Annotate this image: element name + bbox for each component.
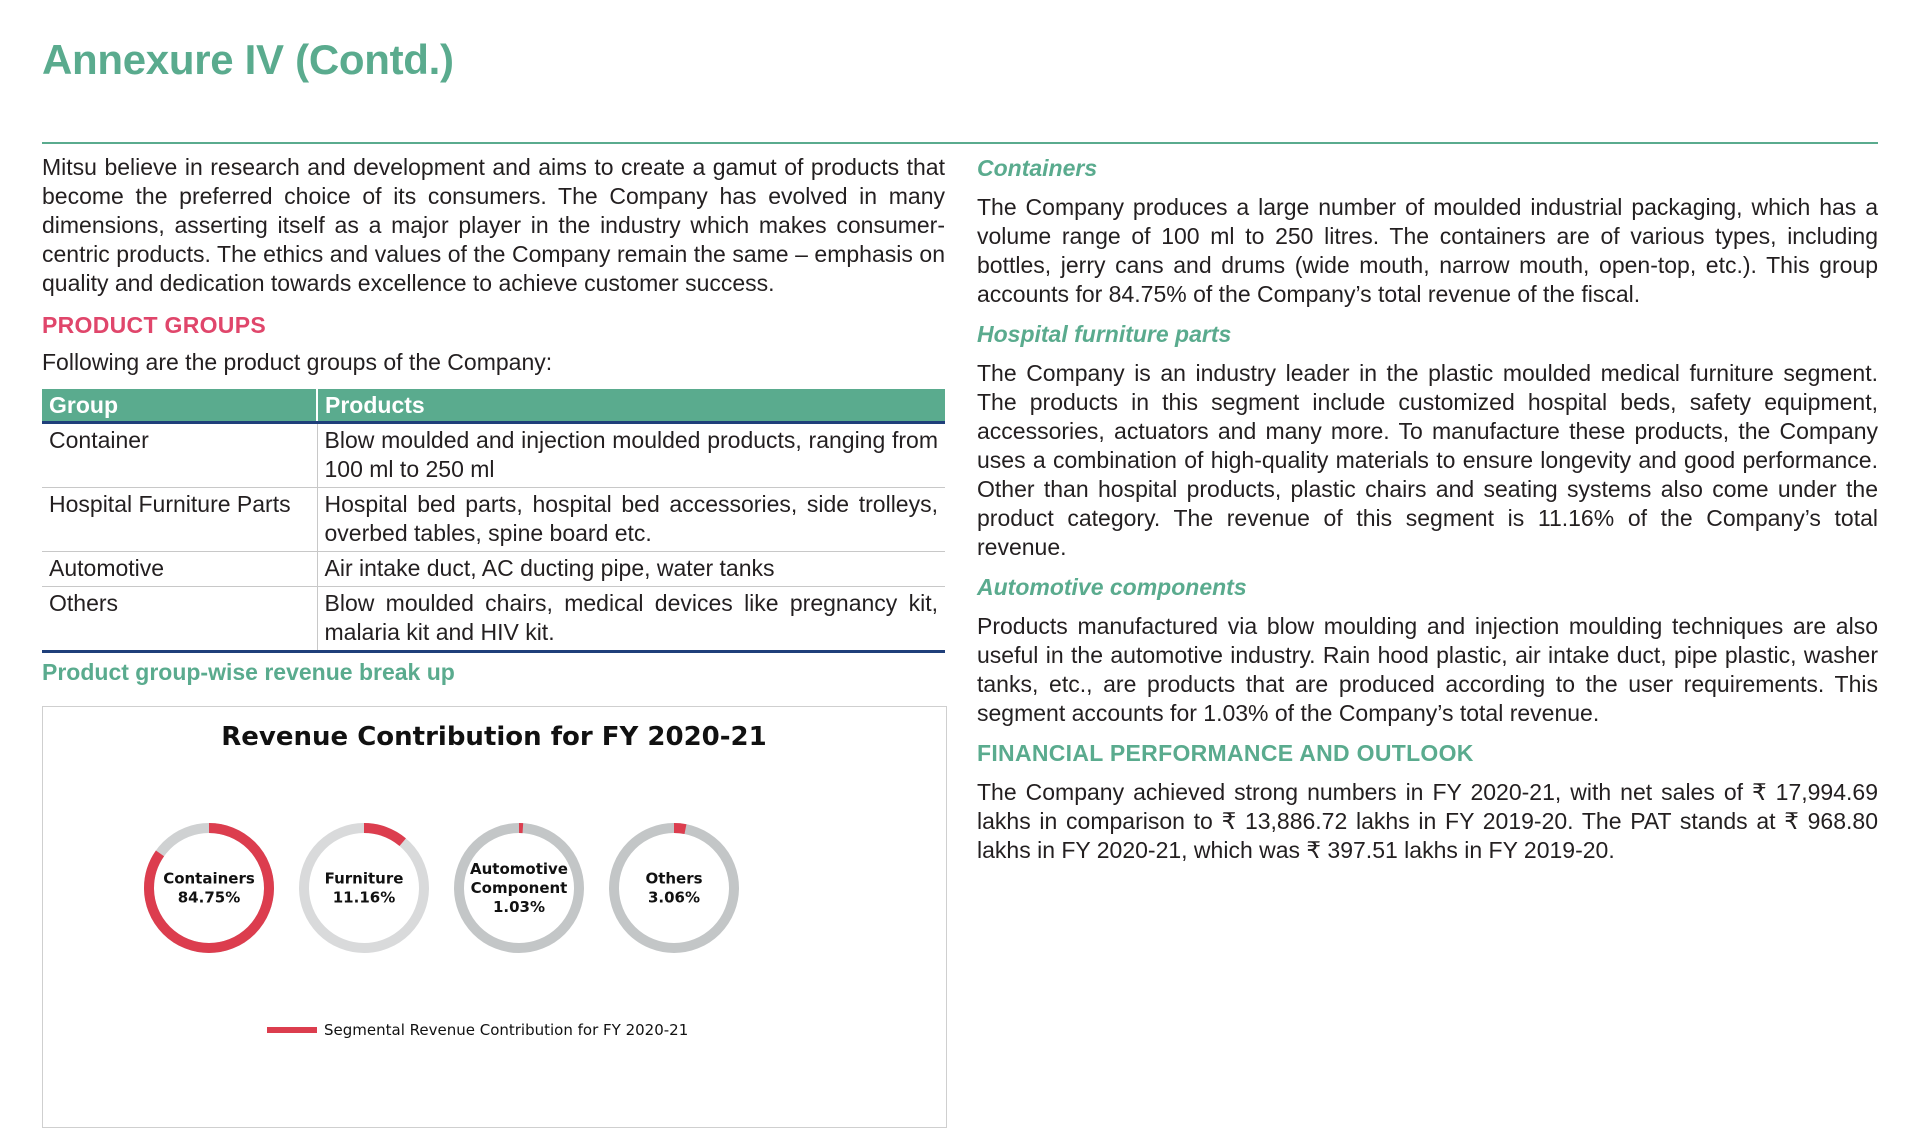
- product-groups-heading: PRODUCT GROUPS: [42, 312, 266, 338]
- right-column: [977, 153, 1878, 865]
- header-divider: [42, 142, 1878, 144]
- intro-paragraph: Mitsu believe in research and development and aims to create a gamut of products that become the preferred choice of its consumers. The Company has evolved in many dimensions, asserting itself as a major player in the industry which makes consumer-centric products. The ethics and values of the Company remain the same – emphasis on quality and dedication towards excellence to achieve customer success.: [42, 154, 945, 296]
- donut-label-others: Others 3.06%: [645, 869, 703, 907]
- containers-text: The Company produces a large number of moulded industrial packaging, which has a volume range of 100 ml to 250 litres. The containers are of various types, including bottles, jerry cans and drums (wide mouth, narrow mouth, open-top, etc.). This group accounts for 84.75% of the Company’s total revenue of the fiscal.: [977, 194, 1878, 307]
- table-cell-products: Hospital bed parts, hospital bed accessories, side trolleys, overbed tables, spine board etc.: [317, 488, 945, 552]
- table-cell-group: Container: [42, 423, 317, 488]
- chart-legend: [267, 1021, 688, 1039]
- table-row: [42, 423, 945, 488]
- automotive-text: Products manufactured via blow moulding and injection moulding techniques are also useful in the automotive industry. Rain hood plastic, air intake duct, pipe plastic, washer tanks, etc., are products that are produced according to the user requirements. This segment accounts for 1.03% of the Company’s total revenue.: [977, 613, 1878, 726]
- revenue-chart: [42, 706, 947, 1128]
- table-cell-products: Air intake duct, AC ducting pipe, water tanks: [317, 552, 945, 587]
- financial-heading: FINANCIAL PERFORMANCE AND OUTLOOK: [977, 740, 1474, 766]
- legend-swatch: [267, 1027, 317, 1033]
- table-cell-group: Others: [42, 587, 317, 652]
- table-cell-products: Blow moulded and injection moulded products, ranging from 100 ml to 250 ml: [317, 423, 945, 488]
- table-cell-group: Hospital Furniture Parts: [42, 488, 317, 552]
- donut-group: [149, 828, 734, 948]
- table-row: [42, 552, 945, 587]
- financial-text: The Company achieved strong numbers in FY 2020-21, with net sales of ₹ 17,994.69 lakhs in comparison to ₹ 13,886.72 lakhs in FY 2019-20. The PAT stands at ₹ 968.80 lakhs in FY 2020-21, which was ₹ 397.51 lakhs in FY 2019-20.: [977, 779, 1878, 863]
- table-header-row: [42, 389, 945, 423]
- donut-label-containers: Containers 84.75%: [163, 869, 255, 907]
- product-groups-lead: Following are the product groups of the Company:: [42, 349, 553, 375]
- table-header-group: Group: [42, 389, 317, 423]
- containers-heading: Containers: [977, 155, 1098, 181]
- product-groups-table: [42, 389, 945, 653]
- legend-label: Segmental Revenue Contribution for FY 2020-21: [324, 1021, 689, 1039]
- page-title: Annexure IV (Contd.): [42, 36, 454, 83]
- donut-label-automotive-component: Automotive Component 1.03%: [470, 860, 568, 916]
- chart-title: Revenue Contribution for FY 2020-21: [221, 722, 767, 752]
- chart-heading: Product group-wise revenue break up: [42, 659, 455, 685]
- table-row: [42, 488, 945, 552]
- revenue-chart-svg: [43, 707, 946, 1127]
- hospital-furniture-heading: Hospital furniture parts: [977, 321, 1232, 347]
- table-cell-products: Blow moulded chairs, medical devices like pregnancy kit, malaria kit and HIV kit.: [317, 587, 945, 652]
- donut-label-furniture: Furniture 11.16%: [324, 869, 404, 907]
- automotive-heading: Automotive components: [977, 574, 1247, 600]
- hospital-furniture-text: The Company is an industry leader in the plastic moulded medical furniture segment. The products in this segment include customized hospital beds, safety equipment, accessories, actuators and many more. To manufacture these products, the Company uses a combination of high-quality materials to ensure longevity and good performance. Other than hospital products, plastic chairs and seating systems also come under the product category. The revenue of this segment is 11.16% of the Company’s total revenue.: [977, 360, 1878, 560]
- table-header-products: Products: [317, 389, 945, 423]
- left-column: [42, 153, 945, 687]
- table-row: [42, 587, 945, 652]
- table-cell-group: Automotive: [42, 552, 317, 587]
